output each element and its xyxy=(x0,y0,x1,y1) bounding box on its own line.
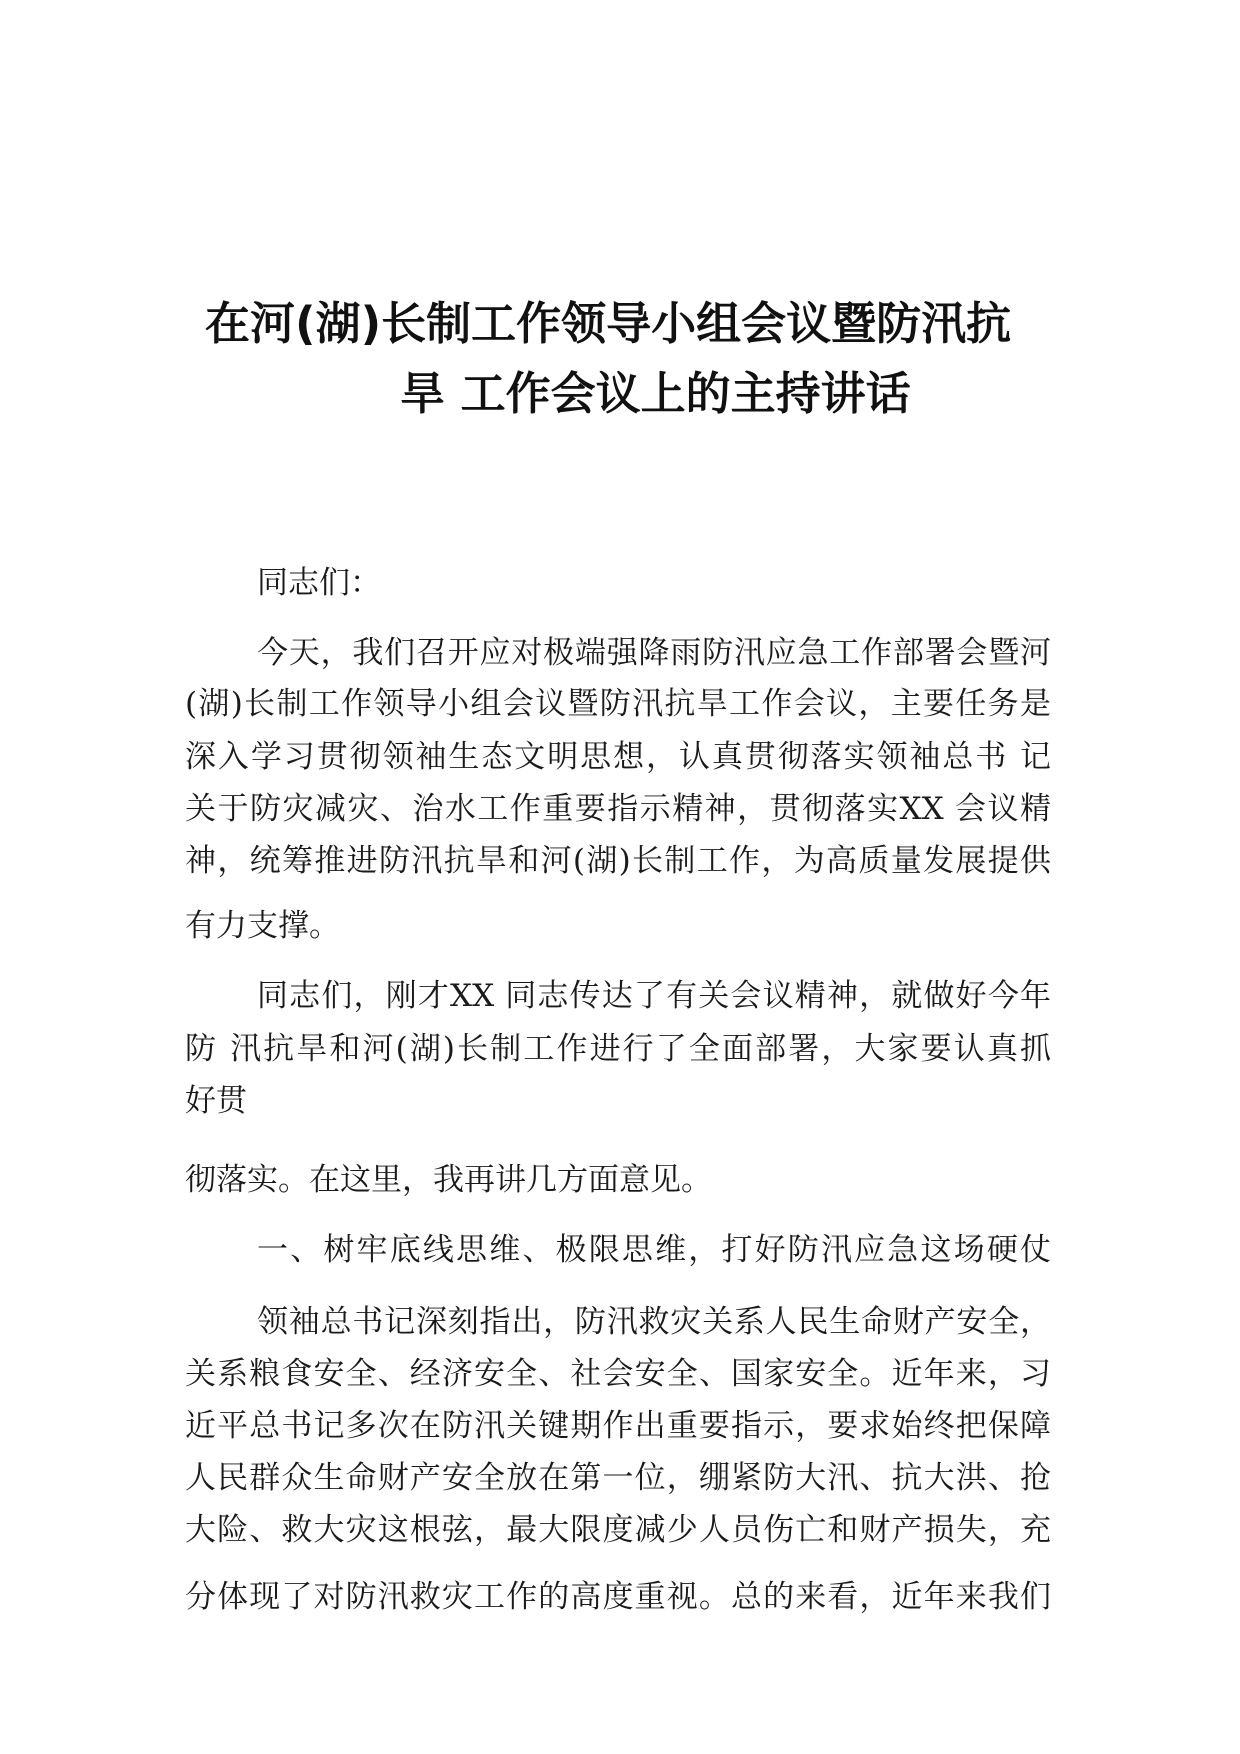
salutation: 同志们： xyxy=(257,565,381,601)
paragraph-line: 神，统筹推进防汛抗旱和河(湖)长制工作，为高质量发展提供 xyxy=(185,843,1051,879)
paragraph-line: 彻落实。在这里，我再讲几方面意见。 xyxy=(185,1162,712,1198)
paragraph-line: (湖)长制工作领导小组会议暨防汛抗旱工作会议，主要任务是 xyxy=(185,686,1051,722)
paragraph-line: 分体现了对防汛救灾工作的高度重视。总的来看，近年来我们 xyxy=(185,1579,1051,1615)
paragraph-line: 好贯 xyxy=(185,1083,247,1119)
paragraph-line: 同志们，刚才XX 同志传达了有关会议精神，就做好今年 xyxy=(257,978,1051,1014)
paragraph-line: 大险、救大灾这根弦，最大限度减少人员伤亡和财产损失，充 xyxy=(185,1512,1051,1548)
title-line-2: 旱 工作会议上的主持讲话 xyxy=(400,367,911,420)
paragraph-line: 有力支撑。 xyxy=(185,908,340,944)
paragraph-line: 防 汛抗旱和河(湖)长制工作进行了全面部署，大家要认真抓 xyxy=(185,1031,1051,1067)
paragraph-line: 关于防灾减灾、治水工作重要指示精神，贯彻落实XX 会议精 xyxy=(185,791,1051,827)
paragraph-line: 关系粮食安全、经济安全、社会安全、国家安全。近年来，习 xyxy=(185,1356,1051,1392)
paragraph-line: 人民群众生命财产安全放在第一位，绷紧防大汛、抗大洪、抢 xyxy=(185,1460,1051,1496)
section-heading: 一、树牢底线思维、极限思维，打好防汛应急这场硬仗 xyxy=(257,1232,1051,1268)
paragraph-line: 近平总书记多次在防汛关键期作出重要指示，要求始终把保障 xyxy=(185,1408,1051,1444)
title-line-1: 在河(湖)长制工作领导小组会议暨防汛抗 xyxy=(205,297,1012,350)
paragraph-line: 领袖总书记深刻指出，防汛救灾关系人民生命财产安全， xyxy=(257,1304,1051,1340)
paragraph-line: 深入学习贯彻领袖生态文明思想，认真贯彻落实领袖总书 记 xyxy=(185,739,1051,775)
paragraph-line: 今天，我们召开应对极端强降雨防汛应急工作部署会暨河 xyxy=(257,635,1051,671)
